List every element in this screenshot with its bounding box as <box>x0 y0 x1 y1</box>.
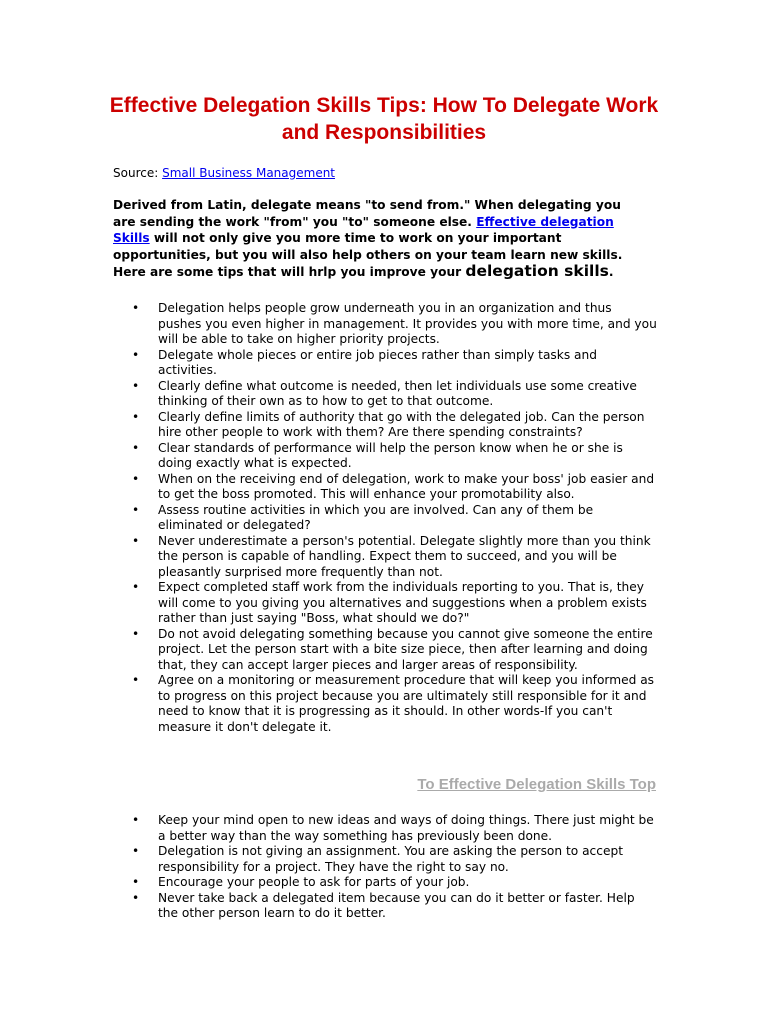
intro-end: . <box>608 265 614 279</box>
list-item: • Keep your mind open to new ideas and ways of doing things. There just might be a better way than the way something has previously been done. <box>113 813 658 844</box>
intro-text-2: will not only give you more time to work on your important opportunities, but you will also help others on your team learn new skills. Here are some tips that will hrlp you improve your <box>113 231 623 279</box>
intro-text-1: Derived from Latin, delegate means "to send from." When delegating you are sending the work "from" you "to" someone else. <box>113 198 621 229</box>
list-item: • Delegation is not giving an assignment. You are asking the person to accept responsibility for a project. They have the right to say no. <box>113 844 658 875</box>
source-link[interactable]: Small Business Management <box>162 166 336 180</box>
list-item: • Delegation helps people grow underneath you in an organization and thus pushes you even higher in management. It provides you with more time, and you will be able to take on higher priority projects. <box>113 301 658 348</box>
list-item: • Clearly define what outcome is needed, then let individuals use some creative thinking of their own as to how to get to that outcome. <box>113 379 658 410</box>
list-item: • Never underestimate a person's potential. Delegate slightly more than you think the person is capable of handling. Expect them to succeed, and you will be pleasantly surprised more frequently than not. <box>113 534 658 581</box>
list-item: • Delegate whole pieces or entire job pieces rather than simply tasks and activities. <box>113 348 658 379</box>
page-title: Effective Delegation Skills Tips: How To Delegate Work and Responsibilities <box>109 94 659 144</box>
list-item: • Expect completed staff work from the individuals reporting to you. That is, they will come to you giving you alternatives and suggestions when a problem exists rather than just saying "Boss, what should we do?" <box>113 580 658 627</box>
list-item: • Clearly define limits of authority that go with the delegated job. Can the person hire other people to work with them? Are there spending constraints? <box>113 410 658 441</box>
intro-emphasis: delegation skills <box>465 262 609 280</box>
effective-delegation-link[interactable]: Effective delegation Skills <box>113 214 614 245</box>
list-item: • When on the receiving end of delegation, work to make your boss' job easier and to get the boss promoted. This will enhance your promotability also. <box>113 472 658 503</box>
list-item: • Clear standards of performance will help the person know when he or she is doing exactly what is expected. <box>113 441 658 472</box>
list-item: • Never take back a delegated item because you can do it better or faster. Help the other person learn to do it better. <box>113 891 658 922</box>
source-label: Source: <box>113 166 159 180</box>
list-item: • Assess routine activities in which you are involved. Can any of them be eliminated or delegated? <box>113 503 658 534</box>
list-item: • Encourage your people to ask for parts of your job. <box>113 875 658 891</box>
source-line <box>113 165 335 181</box>
back-to-top-link[interactable]: To Effective Delegation Skills Top <box>417 776 656 793</box>
more-tips-list <box>113 813 658 922</box>
tips-list <box>113 301 658 735</box>
list-item: • Do not avoid delegating something because you cannot give someone the entire project. Let the person start with a bite size piece, then after learning and doing that, they can accept larger pieces and larger areas of responsibility. <box>113 627 658 674</box>
intro-paragraph <box>113 197 643 281</box>
list-item: • Agree on a monitoring or measurement procedure that will keep you informed as to progress on this project because you are ultimately still responsible for it and need to know that it is progressing as it should. In other words-If you can't measure it don't delegate it. <box>113 673 658 735</box>
